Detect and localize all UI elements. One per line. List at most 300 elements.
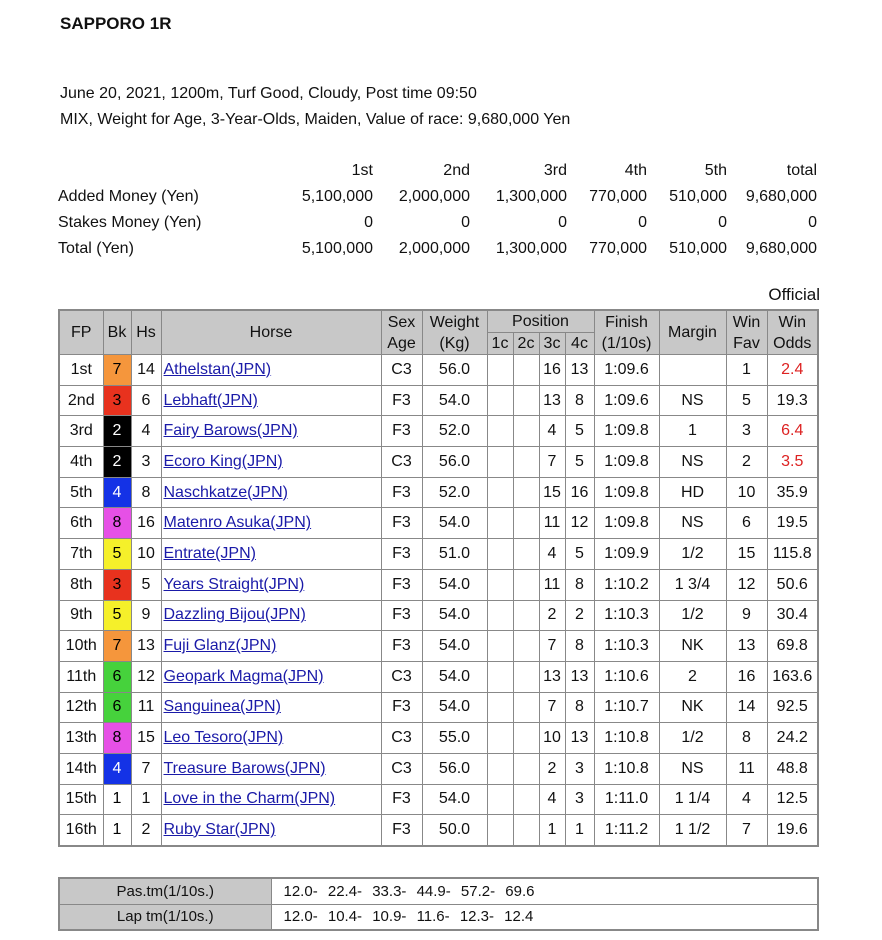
cell-odds: 50.6 bbox=[767, 569, 818, 600]
cell-horse bbox=[161, 355, 381, 386]
cell-sex: F3 bbox=[381, 477, 422, 508]
horse-link[interactable]: Treasure Barows(JPN) bbox=[163, 759, 326, 777]
result-row bbox=[59, 692, 818, 723]
prize-row bbox=[58, 210, 817, 236]
cell-weight: 52.0 bbox=[422, 416, 487, 447]
cell-hs: 16 bbox=[131, 508, 161, 539]
cell-c1 bbox=[487, 815, 513, 846]
lap-value: 12.0- 10.4- 10.9- 11.6- 12.3- 12.4 bbox=[271, 904, 818, 930]
horse-link[interactable]: Love in the Charm(JPN) bbox=[163, 790, 336, 808]
horse-link[interactable]: Fuji Glanz(JPN) bbox=[163, 637, 277, 655]
cell-sex: F3 bbox=[381, 508, 422, 539]
cell-finish: 1:09.8 bbox=[594, 416, 659, 447]
col-sex-age: Sex Age bbox=[381, 310, 422, 355]
cell-weight: 56.0 bbox=[422, 753, 487, 784]
cell-fav: 13 bbox=[726, 631, 767, 662]
cell-hs: 14 bbox=[131, 355, 161, 386]
cell-c2 bbox=[513, 753, 539, 784]
cell-odds: 48.8 bbox=[767, 753, 818, 784]
horse-link[interactable]: Years Straight(JPN) bbox=[163, 575, 305, 593]
cell-c2 bbox=[513, 784, 539, 815]
cell-c3: 11 bbox=[539, 569, 565, 600]
cell-sex: F3 bbox=[381, 692, 422, 723]
cell-horse bbox=[161, 815, 381, 846]
cell-finish: 1:09.8 bbox=[594, 508, 659, 539]
lap-label: Lap tm(1/10s.) bbox=[59, 904, 271, 930]
cell-margin: 1 3/4 bbox=[659, 569, 726, 600]
cell-fp: 1st bbox=[59, 355, 103, 386]
horse-link[interactable]: Dazzling Bijou(JPN) bbox=[163, 606, 306, 624]
cell-odds: 92.5 bbox=[767, 692, 818, 723]
cell-odds: 69.8 bbox=[767, 631, 818, 662]
cell-fp: 8th bbox=[59, 569, 103, 600]
cell-finish: 1:09.8 bbox=[594, 447, 659, 478]
race-info-line1: June 20, 2021, 1200m, Turf Good, Cloudy, Post time 09:50 bbox=[60, 85, 477, 102]
cell-fp: 3rd bbox=[59, 416, 103, 447]
cell-c4: 8 bbox=[565, 631, 594, 662]
prize-value: 510,000 bbox=[669, 240, 727, 257]
results-table bbox=[58, 309, 819, 847]
prize-header: 4th bbox=[624, 162, 647, 179]
cell-margin: NS bbox=[659, 385, 726, 416]
horse-link[interactable]: Geopark Magma(JPN) bbox=[163, 667, 324, 685]
prize-value: 9,680,000 bbox=[745, 240, 817, 257]
cell-c1 bbox=[487, 631, 513, 662]
cell-fav: 3 bbox=[726, 416, 767, 447]
cell-finish: 1:10.8 bbox=[594, 723, 659, 754]
cell-margin: NS bbox=[659, 753, 726, 784]
cell-sex: F3 bbox=[381, 815, 422, 846]
cell-fav: 6 bbox=[726, 508, 767, 539]
cell-c4: 13 bbox=[565, 355, 594, 386]
cell-margin: 1 bbox=[659, 416, 726, 447]
col-position: Position bbox=[487, 310, 594, 333]
cell-finish: 1:10.6 bbox=[594, 661, 659, 692]
result-row bbox=[59, 355, 818, 386]
cell-odds: 12.5 bbox=[767, 784, 818, 815]
cell-finish: 1:10.7 bbox=[594, 692, 659, 723]
cell-finish: 1:11.2 bbox=[594, 815, 659, 846]
cell-fav: 10 bbox=[726, 477, 767, 508]
cell-horse bbox=[161, 539, 381, 570]
cell-sex: F3 bbox=[381, 631, 422, 662]
cell-fav: 9 bbox=[726, 600, 767, 631]
cell-horse bbox=[161, 661, 381, 692]
cell-c3: 15 bbox=[539, 477, 565, 508]
horse-link[interactable]: Ruby Star(JPN) bbox=[163, 820, 276, 838]
cell-c3: 10 bbox=[539, 723, 565, 754]
cell-margin: 2 bbox=[659, 661, 726, 692]
col-win-odds: Win Odds bbox=[767, 310, 818, 355]
cell-margin bbox=[659, 355, 726, 386]
prize-value: 5,100,000 bbox=[301, 240, 373, 257]
cell-sex: C3 bbox=[381, 355, 422, 386]
race-info-line2: MIX, Weight for Age, 3-Year-Olds, Maiden, Value of race: 9,680,000 Yen bbox=[60, 111, 571, 128]
cell-fav: 4 bbox=[726, 784, 767, 815]
cell-fav: 11 bbox=[726, 753, 767, 784]
cell-finish: 1:10.3 bbox=[594, 631, 659, 662]
cell-c2 bbox=[513, 539, 539, 570]
cell-c4: 8 bbox=[565, 692, 594, 723]
result-row bbox=[59, 569, 818, 600]
cell-finish: 1:09.8 bbox=[594, 477, 659, 508]
cell-c3: 4 bbox=[539, 539, 565, 570]
result-row bbox=[59, 416, 818, 447]
prize-value: 0 bbox=[638, 214, 647, 231]
cell-weight: 54.0 bbox=[422, 784, 487, 815]
cell-c1 bbox=[487, 539, 513, 570]
cell-margin: 1/2 bbox=[659, 539, 726, 570]
col-horse: Horse bbox=[161, 310, 381, 355]
cell-fp: 13th bbox=[59, 723, 103, 754]
col-margin: Margin bbox=[659, 310, 726, 355]
bracket-badge: 3 bbox=[103, 385, 131, 416]
cell-finish: 1:09.6 bbox=[594, 355, 659, 386]
cell-odds: 19.5 bbox=[767, 508, 818, 539]
bracket-badge: 5 bbox=[103, 600, 131, 631]
lap-row bbox=[59, 878, 818, 904]
cell-horse bbox=[161, 447, 381, 478]
horse-link[interactable]: Leo Tesoro(JPN) bbox=[163, 729, 284, 747]
cell-margin: NS bbox=[659, 508, 726, 539]
col-weight: Weight (Kg) bbox=[422, 310, 487, 355]
col-3c: 3c bbox=[539, 333, 565, 355]
bracket-badge: 8 bbox=[103, 508, 131, 539]
cell-sex: F3 bbox=[381, 385, 422, 416]
cell-c4: 8 bbox=[565, 385, 594, 416]
cell-sex: C3 bbox=[381, 723, 422, 754]
prize-value: 770,000 bbox=[589, 240, 647, 257]
cell-odds: 19.3 bbox=[767, 385, 818, 416]
cell-c3: 16 bbox=[539, 355, 565, 386]
cell-c4: 5 bbox=[565, 539, 594, 570]
cell-fp: 14th bbox=[59, 753, 103, 784]
cell-weight: 51.0 bbox=[422, 539, 487, 570]
cell-c1 bbox=[487, 600, 513, 631]
cell-odds: 2.4 bbox=[767, 355, 818, 386]
cell-weight: 54.0 bbox=[422, 661, 487, 692]
cell-c1 bbox=[487, 723, 513, 754]
cell-c2 bbox=[513, 447, 539, 478]
cell-margin: HD bbox=[659, 477, 726, 508]
cell-c2 bbox=[513, 508, 539, 539]
cell-c1 bbox=[487, 692, 513, 723]
bracket-badge: 4 bbox=[103, 477, 131, 508]
cell-hs: 13 bbox=[131, 631, 161, 662]
result-row bbox=[59, 815, 818, 846]
horse-link[interactable]: Matenro Asuka(JPN) bbox=[163, 514, 312, 532]
cell-c4: 8 bbox=[565, 569, 594, 600]
cell-c1 bbox=[487, 753, 513, 784]
cell-odds: 19.6 bbox=[767, 815, 818, 846]
cell-horse bbox=[161, 477, 381, 508]
cell-c3: 11 bbox=[539, 508, 565, 539]
race-title: SAPPORO 1R bbox=[60, 14, 172, 33]
result-row bbox=[59, 508, 818, 539]
cell-c4: 3 bbox=[565, 753, 594, 784]
cell-odds: 6.4 bbox=[767, 416, 818, 447]
prize-header: 3rd bbox=[543, 162, 567, 179]
result-row bbox=[59, 600, 818, 631]
cell-fp: 11th bbox=[59, 661, 103, 692]
bracket-badge: 6 bbox=[103, 661, 131, 692]
prize-value: 0 bbox=[718, 214, 727, 231]
result-row bbox=[59, 477, 818, 508]
col-hs: Hs bbox=[131, 310, 161, 355]
cell-hs: 4 bbox=[131, 416, 161, 447]
cell-weight: 52.0 bbox=[422, 477, 487, 508]
prize-value: 5,100,000 bbox=[301, 188, 373, 205]
cell-finish: 1:11.0 bbox=[594, 784, 659, 815]
cell-c4: 16 bbox=[565, 477, 594, 508]
cell-fav: 2 bbox=[726, 447, 767, 478]
cell-c4: 5 bbox=[565, 416, 594, 447]
cell-weight: 56.0 bbox=[422, 355, 487, 386]
cell-finish: 1:09.6 bbox=[594, 385, 659, 416]
cell-c3: 4 bbox=[539, 416, 565, 447]
cell-hs: 2 bbox=[131, 815, 161, 846]
cell-c2 bbox=[513, 600, 539, 631]
col-finish: Finish (1/10s) bbox=[594, 310, 659, 355]
bracket-badge: 1 bbox=[103, 784, 131, 815]
horse-link[interactable]: Entrate(JPN) bbox=[163, 544, 256, 562]
cell-odds: 163.6 bbox=[767, 661, 818, 692]
cell-fp: 15th bbox=[59, 784, 103, 815]
cell-c2 bbox=[513, 631, 539, 662]
result-row bbox=[59, 784, 818, 815]
bracket-badge: 2 bbox=[103, 447, 131, 478]
cell-c3: 1 bbox=[539, 815, 565, 846]
bracket-badge: 3 bbox=[103, 569, 131, 600]
col-win-fav: Win Fav bbox=[726, 310, 767, 355]
cell-c3: 13 bbox=[539, 385, 565, 416]
cell-hs: 11 bbox=[131, 692, 161, 723]
horse-link[interactable]: Fairy Barows(JPN) bbox=[163, 422, 298, 440]
cell-fav: 5 bbox=[726, 385, 767, 416]
cell-hs: 10 bbox=[131, 539, 161, 570]
cell-margin: 1/2 bbox=[659, 723, 726, 754]
cell-weight: 55.0 bbox=[422, 723, 487, 754]
cell-weight: 54.0 bbox=[422, 692, 487, 723]
cell-weight: 54.0 bbox=[422, 631, 487, 662]
cell-sex: F3 bbox=[381, 600, 422, 631]
cell-margin: 1/2 bbox=[659, 600, 726, 631]
cell-margin: NK bbox=[659, 631, 726, 662]
cell-sex: F3 bbox=[381, 569, 422, 600]
cell-odds: 30.4 bbox=[767, 600, 818, 631]
official-label: Official bbox=[768, 285, 820, 304]
cell-sex: F3 bbox=[381, 416, 422, 447]
bracket-badge: 7 bbox=[103, 355, 131, 386]
cell-hs: 7 bbox=[131, 753, 161, 784]
cell-c2 bbox=[513, 477, 539, 508]
cell-fav: 1 bbox=[726, 355, 767, 386]
cell-fav: 16 bbox=[726, 661, 767, 692]
cell-horse bbox=[161, 631, 381, 662]
cell-c3: 13 bbox=[539, 661, 565, 692]
prize-row-label: Total (Yen) bbox=[58, 240, 134, 257]
prize-value: 2,000,000 bbox=[398, 188, 470, 205]
cell-weight: 54.0 bbox=[422, 600, 487, 631]
prize-value: 9,680,000 bbox=[745, 188, 817, 205]
cell-sex: C3 bbox=[381, 661, 422, 692]
result-row bbox=[59, 661, 818, 692]
cell-fp: 4th bbox=[59, 447, 103, 478]
cell-margin: 1 1/2 bbox=[659, 815, 726, 846]
cell-c2 bbox=[513, 692, 539, 723]
lap-value: 12.0- 22.4- 33.3- 44.9- 57.2- 69.6 bbox=[271, 878, 818, 904]
cell-weight: 54.0 bbox=[422, 508, 487, 539]
bracket-badge: 2 bbox=[103, 416, 131, 447]
col-2c: 2c bbox=[513, 333, 539, 355]
cell-fav: 14 bbox=[726, 692, 767, 723]
cell-horse bbox=[161, 600, 381, 631]
prize-value: 2,000,000 bbox=[398, 240, 470, 257]
cell-c1 bbox=[487, 508, 513, 539]
cell-fav: 8 bbox=[726, 723, 767, 754]
cell-c1 bbox=[487, 784, 513, 815]
cell-fav: 15 bbox=[726, 539, 767, 570]
cell-hs: 8 bbox=[131, 477, 161, 508]
cell-horse bbox=[161, 416, 381, 447]
cell-sex: C3 bbox=[381, 753, 422, 784]
cell-fp: 7th bbox=[59, 539, 103, 570]
cell-horse bbox=[161, 385, 381, 416]
cell-hs: 6 bbox=[131, 385, 161, 416]
prize-row-label: Stakes Money (Yen) bbox=[58, 214, 202, 231]
col-fp: FP bbox=[59, 310, 103, 355]
bracket-badge: 7 bbox=[103, 631, 131, 662]
lap-row bbox=[59, 904, 818, 930]
bracket-badge: 4 bbox=[103, 753, 131, 784]
cell-c4: 5 bbox=[565, 447, 594, 478]
cell-c2 bbox=[513, 355, 539, 386]
prize-value: 770,000 bbox=[589, 188, 647, 205]
cell-hs: 9 bbox=[131, 600, 161, 631]
cell-c2 bbox=[513, 385, 539, 416]
cell-c2 bbox=[513, 723, 539, 754]
horse-link[interactable]: Lebhaft(JPN) bbox=[163, 391, 258, 409]
cell-hs: 12 bbox=[131, 661, 161, 692]
result-row bbox=[59, 539, 818, 570]
cell-margin: NK bbox=[659, 692, 726, 723]
cell-c4: 2 bbox=[565, 600, 594, 631]
bracket-badge: 6 bbox=[103, 692, 131, 723]
cell-hs: 15 bbox=[131, 723, 161, 754]
cell-odds: 35.9 bbox=[767, 477, 818, 508]
prize-value: 1,300,000 bbox=[495, 240, 567, 257]
prize-header: total bbox=[786, 162, 817, 179]
cell-c1 bbox=[487, 385, 513, 416]
horse-link[interactable]: Ecoro King(JPN) bbox=[163, 452, 283, 470]
cell-c1 bbox=[487, 447, 513, 478]
cell-horse bbox=[161, 508, 381, 539]
cell-fav: 12 bbox=[726, 569, 767, 600]
cell-fp: 6th bbox=[59, 508, 103, 539]
cell-fav: 7 bbox=[726, 815, 767, 846]
col-4c: 4c bbox=[565, 333, 594, 355]
cell-c4: 12 bbox=[565, 508, 594, 539]
cell-margin: 1 1/4 bbox=[659, 784, 726, 815]
result-row bbox=[59, 447, 818, 478]
prize-row-label: Added Money (Yen) bbox=[58, 188, 199, 205]
cell-odds: 115.8 bbox=[767, 539, 818, 570]
prize-money-table bbox=[58, 158, 817, 262]
bracket-badge: 5 bbox=[103, 539, 131, 570]
result-row bbox=[59, 631, 818, 662]
cell-fp: 2nd bbox=[59, 385, 103, 416]
prize-value: 0 bbox=[808, 214, 817, 231]
cell-sex: F3 bbox=[381, 539, 422, 570]
cell-odds: 3.5 bbox=[767, 447, 818, 478]
cell-c4: 1 bbox=[565, 815, 594, 846]
prize-header: 1st bbox=[351, 162, 373, 179]
cell-c1 bbox=[487, 661, 513, 692]
cell-hs: 5 bbox=[131, 569, 161, 600]
cell-fp: 5th bbox=[59, 477, 103, 508]
cell-c3: 7 bbox=[539, 692, 565, 723]
prize-value: 0 bbox=[364, 214, 373, 231]
cell-fp: 9th bbox=[59, 600, 103, 631]
bracket-badge: 1 bbox=[103, 815, 131, 846]
cell-c3: 7 bbox=[539, 631, 565, 662]
result-row bbox=[59, 723, 818, 754]
cell-finish: 1:10.2 bbox=[594, 569, 659, 600]
prize-header: 5th bbox=[704, 162, 727, 179]
horse-link[interactable]: Athelstan(JPN) bbox=[163, 360, 272, 378]
cell-finish: 1:10.8 bbox=[594, 753, 659, 784]
prize-value: 0 bbox=[461, 214, 470, 231]
cell-weight: 54.0 bbox=[422, 385, 487, 416]
cell-horse bbox=[161, 753, 381, 784]
cell-c4: 13 bbox=[565, 661, 594, 692]
horse-link[interactable]: Sanguinea(JPN) bbox=[163, 698, 281, 716]
cell-sex: C3 bbox=[381, 447, 422, 478]
cell-c4: 13 bbox=[565, 723, 594, 754]
cell-c1 bbox=[487, 355, 513, 386]
cell-margin: NS bbox=[659, 447, 726, 478]
horse-link[interactable]: Naschkatze(JPN) bbox=[163, 483, 288, 501]
cell-c1 bbox=[487, 569, 513, 600]
lap-label: Pas.tm(1/10s.) bbox=[59, 878, 271, 904]
cell-c1 bbox=[487, 477, 513, 508]
cell-weight: 50.0 bbox=[422, 815, 487, 846]
cell-c2 bbox=[513, 569, 539, 600]
cell-c2 bbox=[513, 815, 539, 846]
cell-horse bbox=[161, 569, 381, 600]
result-row bbox=[59, 753, 818, 784]
cell-horse bbox=[161, 784, 381, 815]
cell-hs: 3 bbox=[131, 447, 161, 478]
bracket-badge: 8 bbox=[103, 723, 131, 754]
cell-horse bbox=[161, 723, 381, 754]
prize-value: 0 bbox=[558, 214, 567, 231]
lap-times-table bbox=[58, 877, 819, 931]
col-1c: 1c bbox=[487, 333, 513, 355]
cell-c1 bbox=[487, 416, 513, 447]
cell-hs: 1 bbox=[131, 784, 161, 815]
cell-weight: 54.0 bbox=[422, 569, 487, 600]
prize-value: 1,300,000 bbox=[495, 188, 567, 205]
prize-row bbox=[58, 236, 817, 262]
cell-c4: 3 bbox=[565, 784, 594, 815]
cell-fp: 16th bbox=[59, 815, 103, 846]
cell-c2 bbox=[513, 661, 539, 692]
cell-weight: 56.0 bbox=[422, 447, 487, 478]
cell-fp: 12th bbox=[59, 692, 103, 723]
cell-horse bbox=[161, 692, 381, 723]
cell-c3: 2 bbox=[539, 600, 565, 631]
